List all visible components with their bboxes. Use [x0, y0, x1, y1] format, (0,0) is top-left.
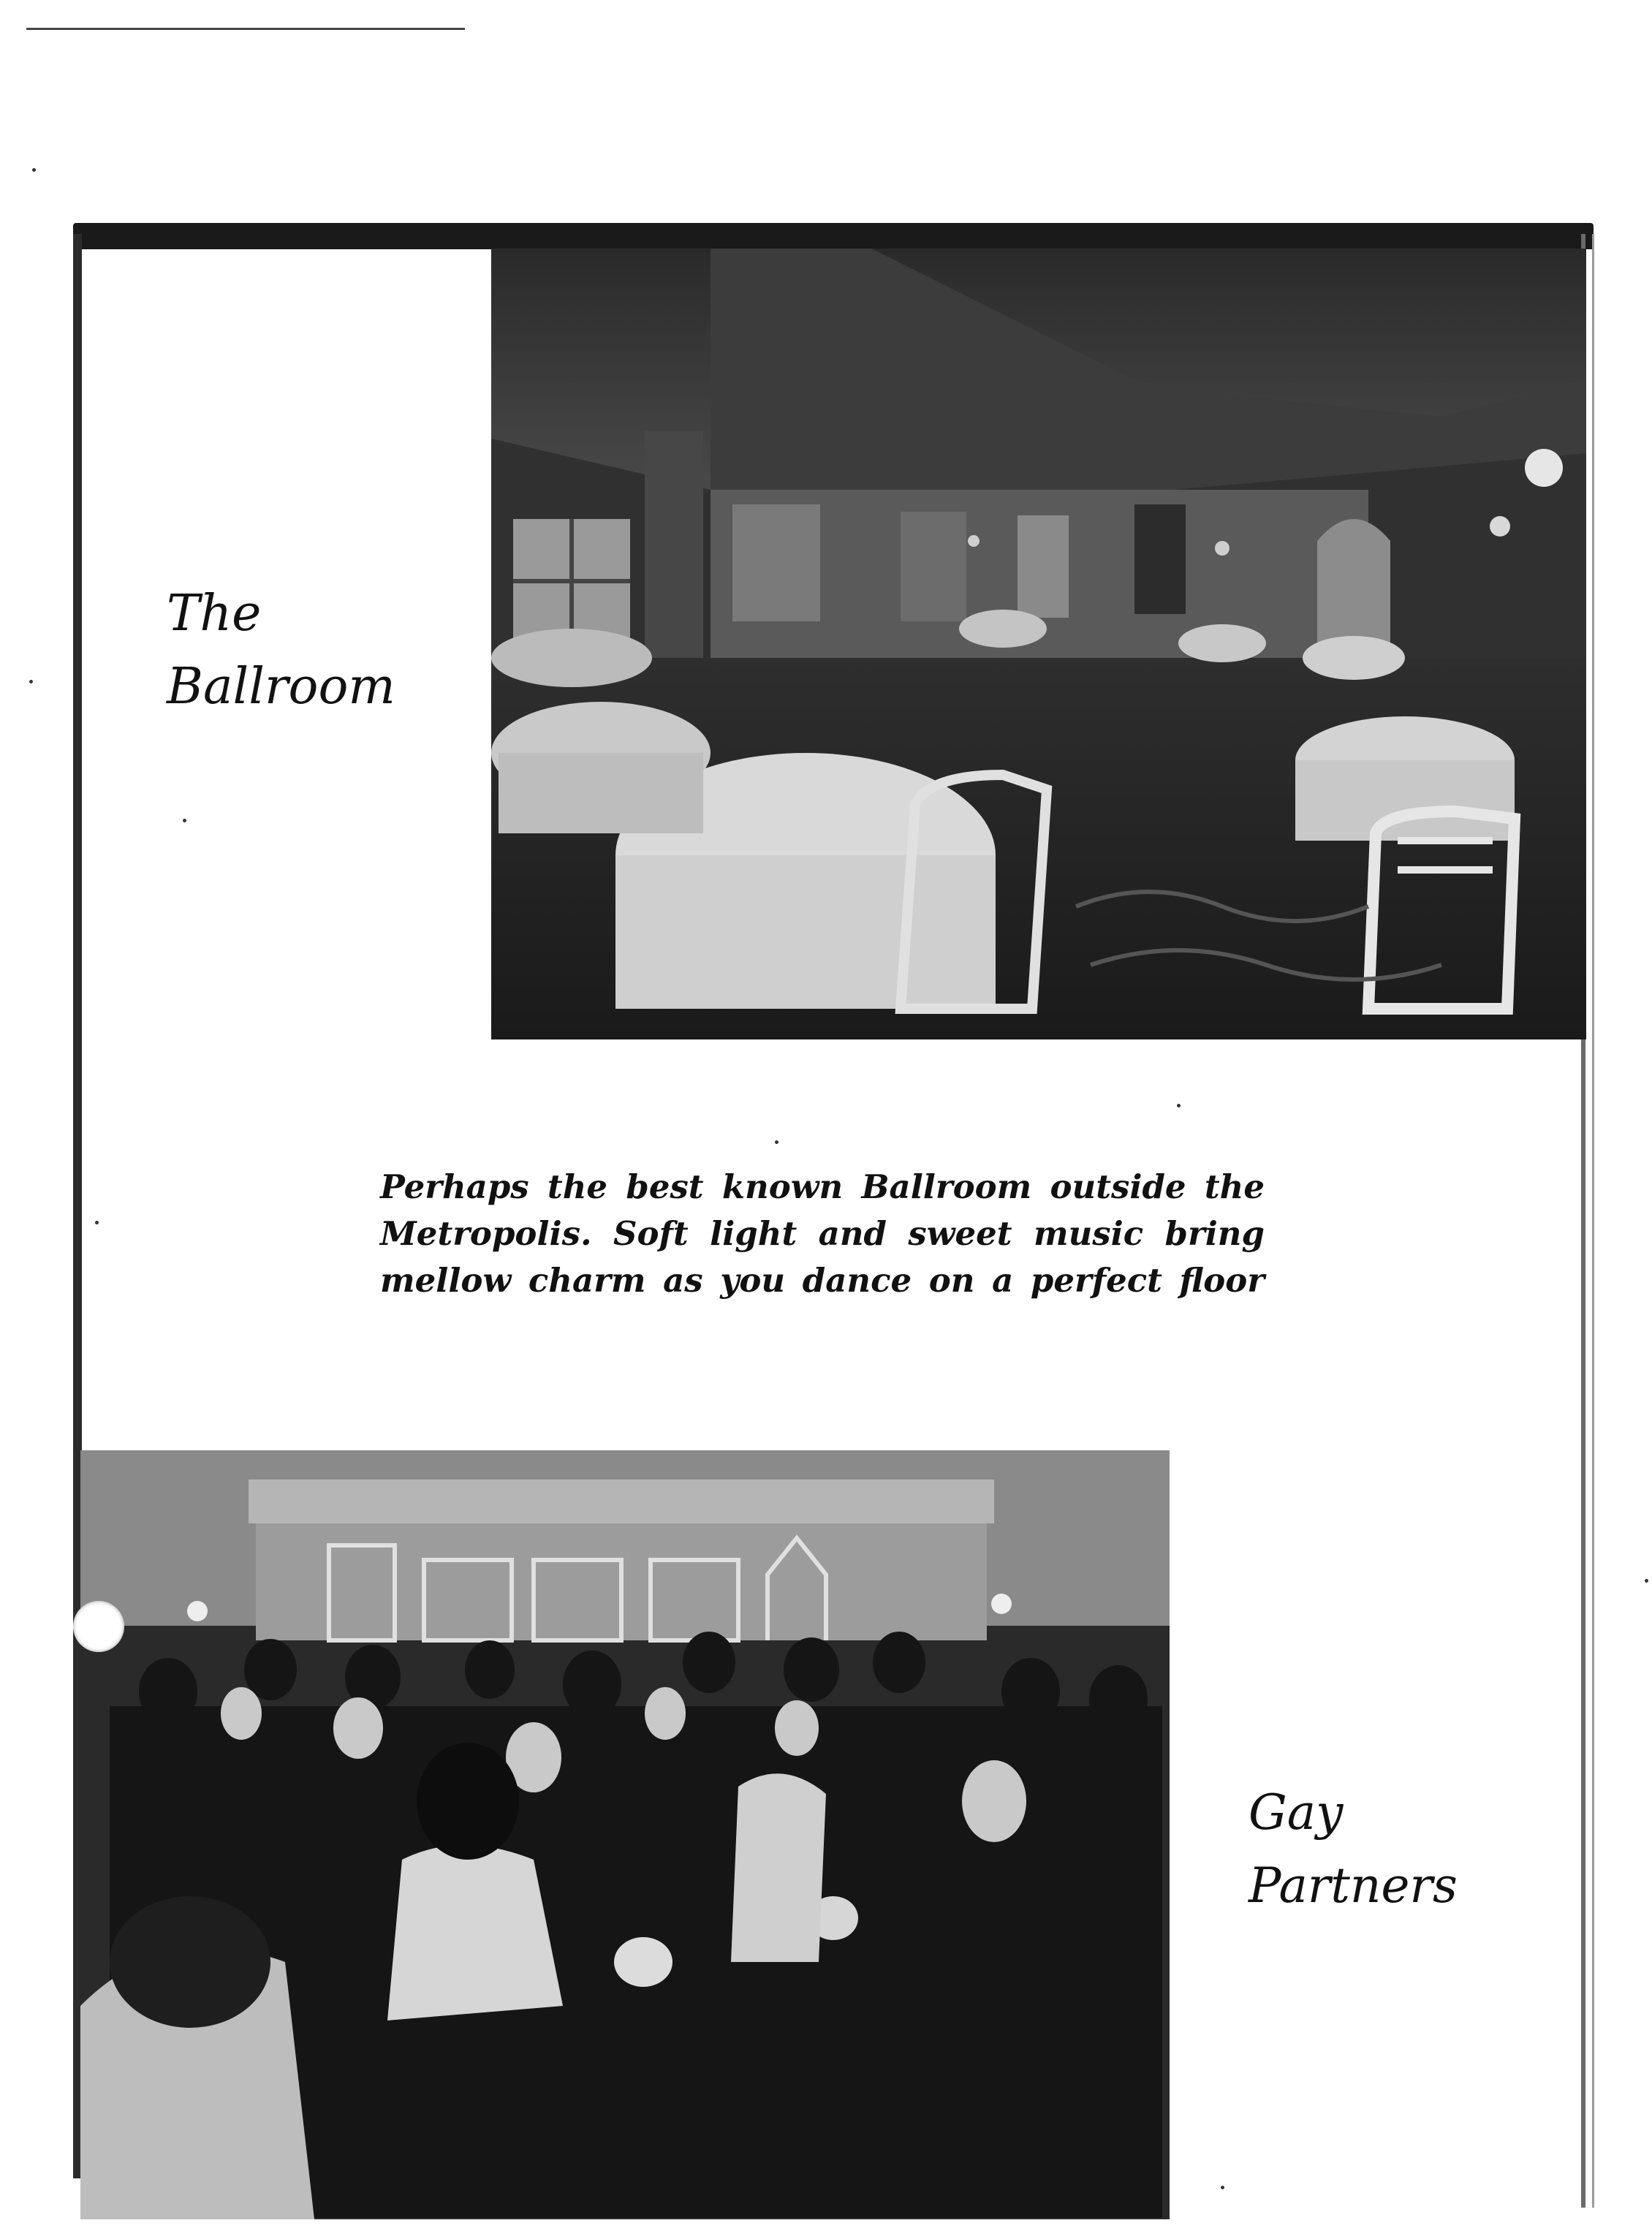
frame-top-border [73, 223, 1594, 249]
ballroom-title-line1: The [167, 585, 262, 643]
scan-speck [1221, 2186, 1224, 2189]
scan-speck [1177, 1104, 1181, 1107]
scan-speck [183, 819, 186, 822]
frame-right-border-outer [1592, 234, 1594, 2208]
scan-speck [95, 1221, 99, 1224]
scan-speck [29, 680, 33, 683]
punch-hole [73, 1601, 124, 1652]
scan-speck [1645, 1579, 1648, 1583]
scan-speck [775, 1140, 778, 1144]
gay-partners-line1: Gay [1249, 1784, 1344, 1841]
page-top-rule [26, 28, 465, 30]
gay-partners-title [1249, 1776, 1458, 1923]
caption-line3: mellow charm as you dance on a perfect floor [380, 1261, 1265, 1300]
caption-line1: Perhaps the best known Ballroom outside the [380, 1167, 1265, 1206]
gay-partners-line2: Partners [1249, 1857, 1458, 1914]
ballroom-photo [491, 249, 1586, 1039]
caption-text [380, 1164, 1265, 1304]
caption-line2: Metropolis. Soft light and sweet music bring [380, 1214, 1265, 1253]
ballroom-title-line2: Ballroom [167, 658, 395, 716]
scan-speck [32, 168, 36, 172]
ballroom-title [167, 577, 395, 724]
dancers-photo [80, 1450, 1170, 2219]
